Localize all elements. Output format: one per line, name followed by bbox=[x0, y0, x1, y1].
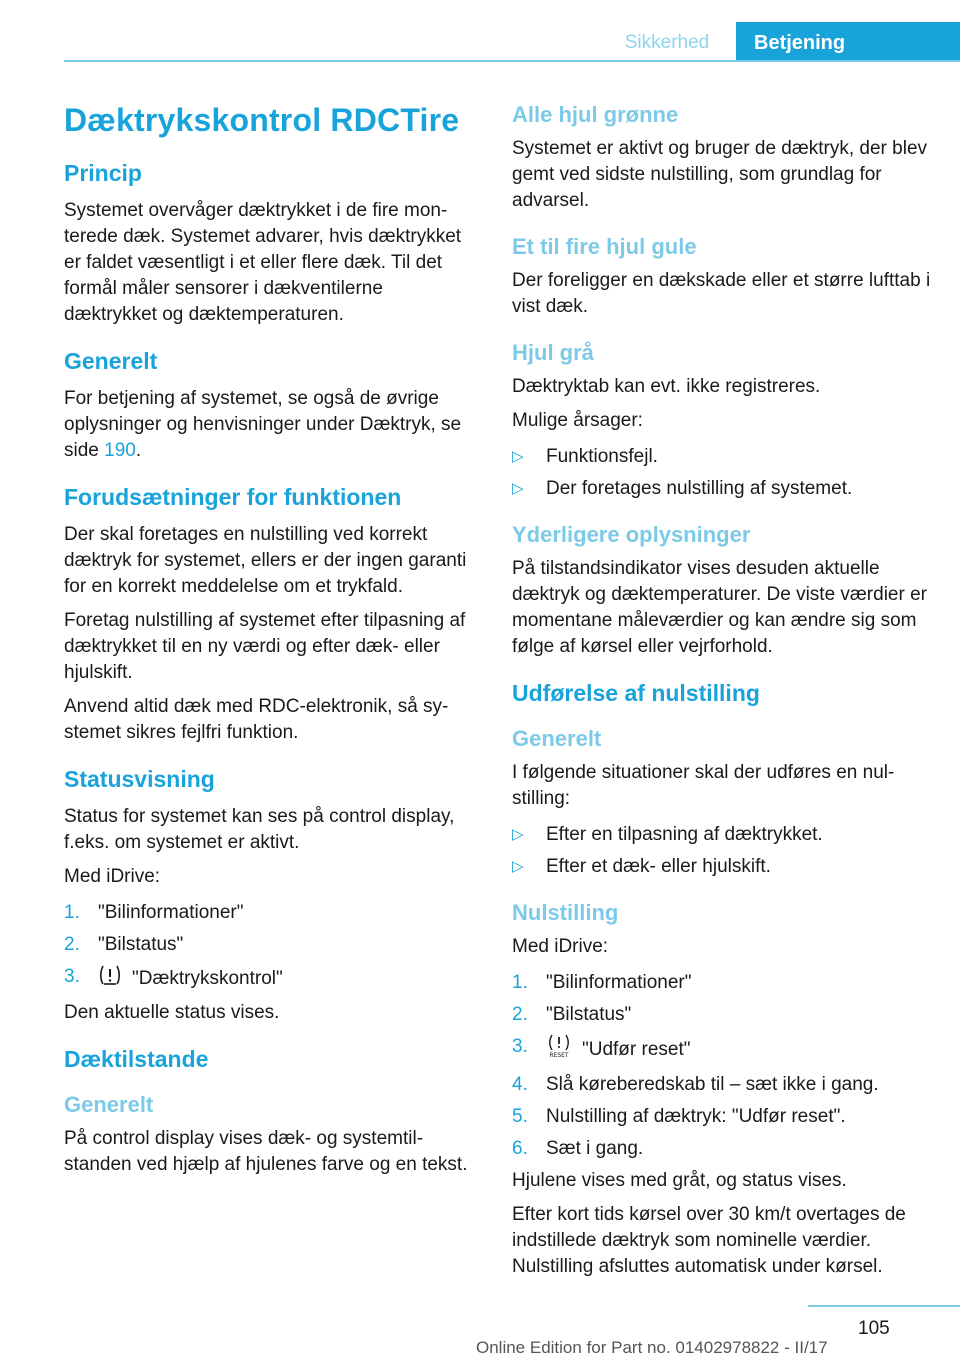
section-heading-statusvisning: Statusvisning bbox=[64, 766, 215, 792]
bullet-triangle-icon: ▷ bbox=[512, 480, 524, 497]
step-text: Nulstilling af dæktryk: "Udfør reset". bbox=[546, 1106, 846, 1127]
paragraph-daektilstande: På control display vises dæk- og systemtilstanden ved hjælp af hjulenes farve og en tekst. bbox=[64, 1128, 468, 1175]
header-divider bbox=[64, 60, 960, 62]
step-text: "Bilstatus" bbox=[98, 934, 184, 955]
paragraph-nulstilling-2: Efter kort tids kørsel over 30 km/t overtages de indstillede dæktryk som nominelle værdier. Nulstilling afsluttes automatisk under kørsel. bbox=[512, 1204, 906, 1277]
subsection-heading-alle-groenne: Alle hjul grønne bbox=[512, 102, 679, 127]
list-item bbox=[512, 854, 932, 880]
paragraph-forudsaetninger-1: Der skal foretages en nulstilling ved korrekt dæktryk for systemet, ellers er der ingen garanti for en korrekt meddelelse om et trykfald. bbox=[64, 524, 467, 597]
section-heading-princip: Princip bbox=[64, 160, 142, 186]
paragraph-forudsaetninger-2: Foretag nulstilling af systemet efter tilpasning af dæktrykket til en ny værdi og efter dæk- eller hjulskift. bbox=[64, 610, 466, 683]
paragraph-forudsaetninger-3: Anvend altid dæk med RDC-elektronik, så systemet sikres fejlfri funktion. bbox=[64, 696, 449, 743]
step-text: Sæt i gang. bbox=[546, 1138, 644, 1159]
paragraph-princip: Systemet overvåger dæktrykket i de fire monterede dæk. Systemet advarer, hvis dæktrykket er faldet væsentligt i et eller flere dæk. Til det formål måler sensorer i dækventilerne dæktrykket og dæktemperaturen. bbox=[64, 200, 462, 325]
generelt-text-end: . bbox=[135, 440, 142, 461]
paragraph-statusvisning-2: Med iDrive: bbox=[64, 866, 161, 887]
tab-sikkerhed[interactable]: Sikkerhed bbox=[624, 32, 710, 53]
section-heading-forudsaetninger: Forudsætninger for funktionen bbox=[64, 484, 402, 510]
subsection-heading-et-til-fire: Et til fire hjul gule bbox=[512, 234, 697, 259]
bullet-triangle-icon: ▷ bbox=[512, 858, 524, 875]
list-item-text: Efter et dæk- eller hjulskift. bbox=[546, 856, 771, 877]
paragraph-hjul-graa-1: Dæktryktab kan evt. ikke registreres. bbox=[512, 376, 821, 397]
section-heading-generelt: Generelt bbox=[64, 348, 158, 374]
list-item bbox=[512, 1104, 932, 1130]
page-reference-link[interactable]: 190 bbox=[104, 440, 136, 461]
nulstilling-steps bbox=[512, 970, 932, 1162]
paragraph-generelt bbox=[64, 386, 474, 464]
list-item bbox=[512, 822, 932, 848]
step-text: "Bilinformationer" bbox=[98, 902, 244, 923]
tire-pressure-warning-icon bbox=[98, 964, 122, 994]
step-number: 2. bbox=[64, 934, 80, 955]
step-number: 3. bbox=[512, 1036, 528, 1057]
tab-betjening[interactable]: Betjening bbox=[736, 22, 960, 62]
paragraph-hjul-graa-2: Mulige årsager: bbox=[512, 410, 643, 431]
step-text: Slå køreberedskab til – sæt ikke i gang. bbox=[546, 1074, 879, 1095]
list-item bbox=[512, 1034, 932, 1066]
step-number: 2. bbox=[512, 1004, 528, 1025]
subsection-heading-generelt-2: Generelt bbox=[512, 726, 602, 751]
hjul-graa-list bbox=[512, 444, 932, 502]
paragraph-nulstilling-1: Hjulene vises med gråt, og status vises. bbox=[512, 1170, 847, 1191]
step-text: "Bilstatus" bbox=[546, 1004, 632, 1025]
list-item-text: Funktionsfejl. bbox=[546, 446, 658, 467]
paragraph-udfoerelse: I følgende situationer skal der udføres en nulstilling: bbox=[512, 762, 895, 809]
page-number: 105 bbox=[858, 1318, 890, 1339]
bullet-triangle-icon: ▷ bbox=[512, 826, 524, 843]
step-text: "Bilinformationer" bbox=[546, 972, 692, 993]
bullet-triangle-icon: ▷ bbox=[512, 448, 524, 465]
paragraph-et-til-fire: Der foreligger en dækskade eller et større lufttab i vist dæk. bbox=[512, 270, 931, 317]
step-number: 1. bbox=[512, 972, 528, 993]
subsection-heading-generelt: Generelt bbox=[64, 1092, 154, 1117]
list-item bbox=[64, 964, 474, 994]
tire-reset-icon bbox=[546, 1034, 572, 1066]
list-item bbox=[512, 476, 932, 502]
list-item bbox=[512, 1002, 932, 1028]
step-text: "Dæktrykskontrol" bbox=[132, 968, 283, 990]
generelt-text: For betjening af systemet, se også de øvrige oplysninger og henvisninger under Dæktryk, se side bbox=[64, 388, 462, 461]
step-number: 3. bbox=[64, 966, 80, 987]
step-number: 5. bbox=[512, 1106, 528, 1127]
page-title: Dæktrykskontrol RDCTire bbox=[64, 102, 460, 138]
subsection-heading-hjul-graa: Hjul grå bbox=[512, 340, 594, 365]
left-column bbox=[64, 96, 474, 1186]
step-number: 6. bbox=[512, 1138, 528, 1159]
paragraph-alle-groenne: Systemet er aktivt og bruger de dæktryk, der blev gemt ved sidste nulstilling, som grundlag for advarsel. bbox=[512, 138, 928, 211]
list-item bbox=[512, 444, 932, 470]
section-heading-udfoerelse: Udførelse af nulstilling bbox=[512, 680, 760, 706]
list-item bbox=[512, 970, 932, 996]
step-number: 1. bbox=[64, 902, 80, 923]
list-item bbox=[512, 1136, 932, 1162]
subsection-heading-nulstilling: Nulstilling bbox=[512, 900, 619, 925]
section-heading-daektilstande: Dæktilstande bbox=[64, 1046, 209, 1072]
udfoerelse-list bbox=[512, 822, 932, 880]
paragraph-nulstilling-intro: Med iDrive: bbox=[512, 936, 609, 957]
reset-icon-label: RESET bbox=[549, 1052, 569, 1058]
right-column bbox=[512, 96, 932, 1288]
list-item-text: Der foretages nulstilling af systemet. bbox=[546, 478, 853, 499]
step-number: 4. bbox=[512, 1074, 528, 1095]
page-header bbox=[0, 0, 960, 64]
edition-note: Online Edition for Part no. 01402978822 - II/17 bbox=[476, 1338, 828, 1357]
list-item bbox=[64, 900, 474, 926]
list-item bbox=[512, 1072, 932, 1098]
list-item bbox=[64, 932, 474, 958]
step-text: "Udfør reset" bbox=[582, 1039, 691, 1061]
list-item-text: Efter en tilpasning af dæktrykket. bbox=[546, 824, 823, 845]
statusvisning-steps bbox=[64, 900, 474, 994]
paragraph-statusvisning-3: Den aktuelle status vises. bbox=[64, 1002, 280, 1023]
paragraph-statusvisning-1: Status for systemet kan ses på control display, f.eks. om systemet er aktivt. bbox=[64, 806, 455, 853]
footer-divider bbox=[808, 1305, 960, 1307]
subsection-heading-yderligere: Yderligere oplysninger bbox=[512, 522, 751, 547]
paragraph-yderligere: På tilstandsindikator vises desuden aktuelle dæktryk og dæktemperaturer. De viste værdier er momentane måleværdier og kan ændre sig som følge af kørsel eller vejrforhold. bbox=[512, 558, 927, 657]
